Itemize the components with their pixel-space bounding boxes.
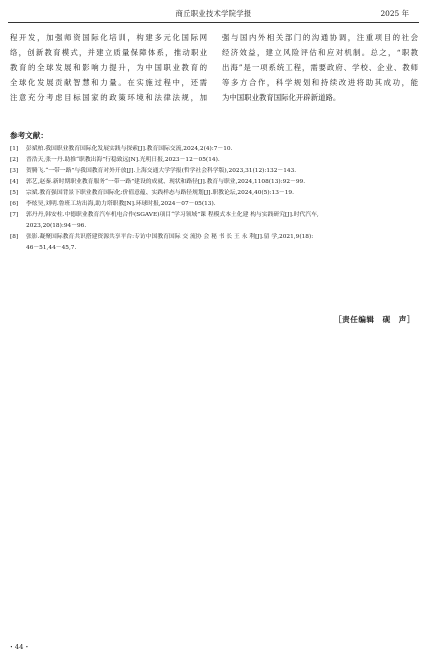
reference-item — [10, 144, 415, 155]
reference-text-continued: 46－51,44－45,7. — [26, 245, 77, 251]
body-line: 注意充分考虑目标国家的政策环境和法律法规，加 — [10, 93, 207, 102]
body-line: 经济效益，建立风险评估和应对机制。总之，“职教 — [222, 48, 418, 57]
reference-number: [3] — [10, 168, 19, 174]
reference-text: 张影.凝聚国际教育共识搭建资源共享平台:专访中国教育国际 交 流协 会 秘 书 长 王 永 利[J].留 学,2021,9(18): — [26, 234, 314, 240]
body-line: 强与国内外相关部门的沟通协调，注重项目的社会 — [222, 33, 418, 42]
reference-number: [7] — [10, 212, 19, 218]
reference-item — [10, 199, 415, 210]
body-line: 出海”是一项系统工程，需要政府、学校、企业、教师 — [222, 63, 418, 72]
reference-text: 郭丹丹,韩安柱.中德职业教育汽车机电合作(SGAVE)项目“学习领域”课 程模式本土化建 构与实践研究[J].时代汽车, — [26, 212, 319, 218]
reference-text: 宗斌.教育强国背景下职业教育国际化:价值意蕴、实践样态与路径规划[J].职教论坛,2024,40(5):13－19. — [26, 190, 294, 196]
reference-number: [4] — [10, 179, 19, 185]
reference-number: [1] — [10, 146, 19, 152]
reference-text: 晋浩天,张一丹.助推“职教出海”行稳致远[N].光明日报,2023－12－05(14). — [26, 157, 220, 163]
journal-year: 2025 年 — [380, 9, 409, 18]
reference-number: [6] — [10, 201, 19, 207]
reference-item — [10, 210, 415, 232]
reference-text: 贺腾飞.“一带一路”与我国教育对外开放[J].上海交通大学学报(哲学社会科学版),2023,31(12):132－143. — [26, 168, 297, 174]
reference-text-continued: 2023,20(18):94－96. — [26, 223, 87, 229]
body-column-right — [222, 30, 418, 105]
reference-item — [10, 188, 415, 199]
reference-item — [10, 155, 415, 166]
responsible-editor: ［责任编辑 砚 声］ — [334, 315, 415, 324]
reference-text: 李炫昊,刘明.鲁班工坊出海,助力塔职教[N].环球时报,2024－07－05(13). — [26, 201, 216, 207]
body-column-left — [10, 30, 207, 105]
reference-number: [5] — [10, 190, 19, 196]
references-list — [10, 144, 415, 254]
reference-item — [10, 177, 415, 188]
reference-item — [10, 166, 415, 177]
journal-title: 商丘职业技术学院学报 — [175, 9, 252, 18]
body-line: 教育的全球发展和影响力提升，为中国职业教育的 — [10, 63, 207, 72]
header-divider — [8, 22, 419, 23]
body-line: 全球化发展贡献智慧和力量。在实施过程中，还需 — [10, 78, 207, 87]
page-number: ・44・ — [8, 643, 31, 651]
reference-text: 彭斌柏.我国职业教育国际化发展实践与探索[J].教育国际交流,2024,2(4):7－10. — [26, 146, 233, 152]
body-line: 程开发，加强师资国际化培训，构建多元化国际网 — [10, 33, 207, 42]
body-line: 络，创新教育模式，并建立质量保障体系，推动职业 — [10, 48, 207, 57]
reference-text: 郭艺,赵秦.新时期职业教育服务“一带一路”建设的成就、现状和路径[J].教育与职业,2024,1108(13):92－99. — [26, 179, 306, 185]
body-line: 为中国职业教育国际化开辟新道路。 — [222, 93, 341, 102]
references-heading: 参考文献： — [10, 131, 48, 140]
reference-number: [8] — [10, 234, 19, 240]
body-line: 等多方合作，科学规划和持续改进将助其成功，能 — [222, 78, 418, 87]
reference-item — [10, 232, 415, 254]
reference-number: [2] — [10, 157, 19, 163]
